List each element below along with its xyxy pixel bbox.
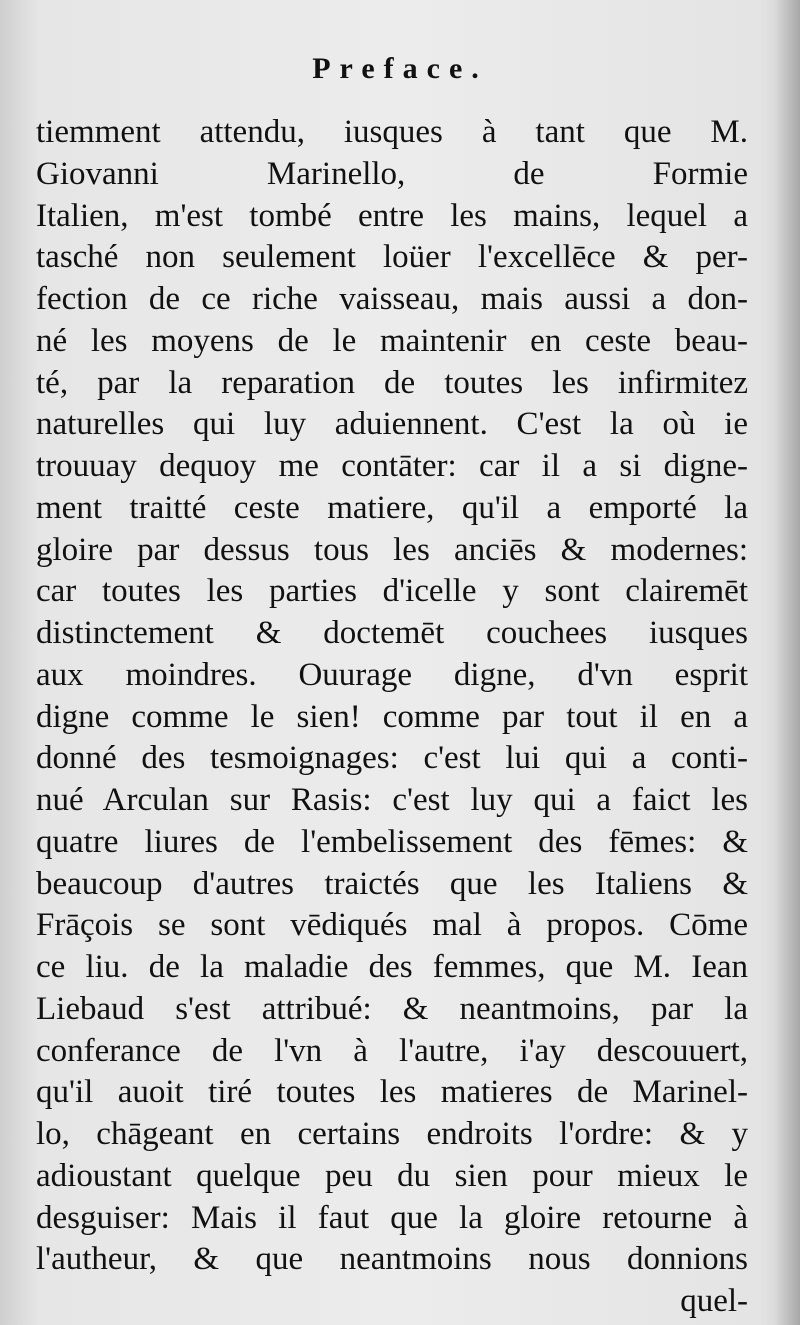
text-line: conferance de l'vn à l'autre, i'ay descouuert, [36,1032,748,1069]
text-line: tasché non seulement loüer l'excellēce & per- [36,239,748,276]
text-line: tiemment attendu, iusques à tant que M. [36,114,748,150]
text-line: car toutes les parties d'icelle y sont clairemēt [36,573,748,610]
text-line: desguiser: Mais il faut que la gloire retourne à [36,1199,748,1236]
body-text [36,112,748,1323]
text-line: Italien, m'est tombé entre les mains, lequel a [36,197,748,234]
text-line: né les moyens de le maintenir en ceste beau- [36,322,748,359]
text-line: aux moindres. Ouurage digne, d'vn esprit [36,656,748,693]
text-line: nué Arculan sur Rasis: c'est luy qui a faict les [36,782,748,818]
text-line: digne comme le sien! comme par tout il en a [36,698,748,735]
text-line: Liebaud s'est attribué: & neantmoins, par la [36,990,748,1027]
text-line: Frāçois se sont vēdiqués mal à propos. Cōme [36,907,748,944]
page-edge-shadow [774,0,800,1325]
text-line: ment traitté ceste matiere, qu'il a emporté la [36,489,748,526]
text-line: lo, chāgeant en certains endroits l'ordre: & y [36,1116,748,1152]
text-line: naturelles qui luy aduiennent. C'est la où ie [36,406,748,443]
text-line: adioustant quelque peu du sien pour mieux le [36,1157,748,1194]
text-line: té, par la reparation de toutes les infirmitez [36,364,748,401]
text-line: fection de ce riche vaisseau, mais aussi a don- [36,281,748,317]
text-line: ce liu. de la maladie des femmes, que M. Iean [36,949,748,985]
text-line: distinctement & doctemēt couchees iusques [36,615,748,651]
text-line: quatre liures de l'embelissement des fēmes: & [36,823,748,860]
catchword: quel- [680,1283,748,1319]
text-line: qu'il auoit tiré toutes les matieres de Marinel- [36,1074,748,1111]
running-header: Preface. [312,52,488,85]
text-line: Giovanni Marinello, de Formie [36,155,748,192]
text-line: gloire par dessus tous les anciēs & modernes: [36,531,748,568]
text-line: donné des tesmoignages: c'est lui qui a conti- [36,740,748,777]
text-line: beaucoup d'autres traictés que les Italiens & [36,865,748,902]
text-line: trouuay dequoy me contāter: car il a si digne- [36,448,748,484]
text-line: l'autheur, & que neantmoins nous donnions [36,1241,748,1278]
